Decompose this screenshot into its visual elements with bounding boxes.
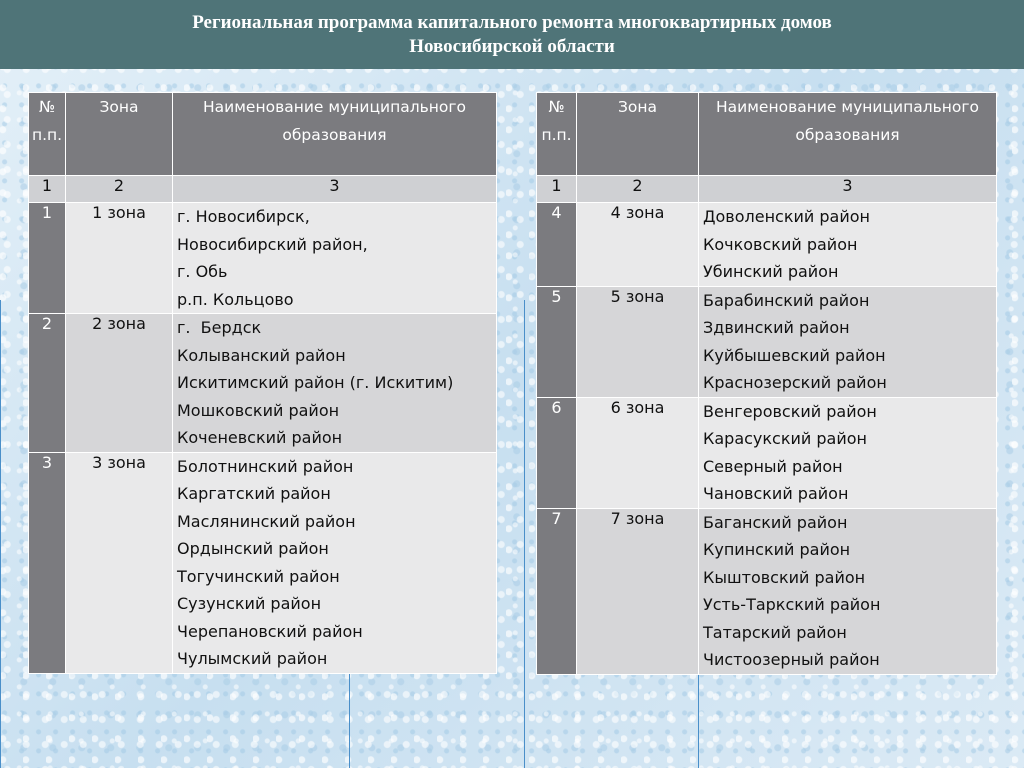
row-number: 1 <box>29 203 66 314</box>
row-number: 4 <box>537 203 577 287</box>
header-zone: Зона <box>66 93 173 176</box>
table-header-row <box>537 93 997 176</box>
zones-table-right <box>536 92 997 675</box>
header-name: Наименование муниципального образования <box>173 93 497 176</box>
municipality-name: г. Обь <box>177 262 228 281</box>
municipality-list <box>173 314 497 453</box>
row-number: 7 <box>537 508 577 674</box>
header-name: Наименование муниципального образования <box>699 93 997 176</box>
municipality-name: Венгеровский район <box>703 401 877 421</box>
municipality-list <box>173 452 497 673</box>
row-number: 2 <box>29 314 66 453</box>
municipality-name: Карасукский район <box>703 429 868 448</box>
decorative-line <box>698 670 699 768</box>
table-row <box>537 203 997 287</box>
municipality-name: Баганский район <box>703 512 848 532</box>
municipality-name: р.п. Кольцово <box>177 289 294 309</box>
municipality-name: Мошковский район <box>177 400 340 420</box>
municipality-name: Колыванский район <box>177 345 346 365</box>
header-zone: Зона <box>577 93 699 176</box>
zone-label: 1 зона <box>66 203 173 314</box>
zone-label: 3 зона <box>66 452 173 673</box>
table-row <box>537 286 997 397</box>
municipality-list <box>699 508 997 674</box>
row-number: 3 <box>29 452 66 673</box>
column-numbers-row <box>537 176 997 203</box>
municipality-name: Болотнинский район <box>177 456 354 476</box>
title-line-2: Новосибирской области <box>409 35 615 57</box>
decorative-line <box>524 300 525 768</box>
municipality-name: Куйбышевский район <box>703 345 886 365</box>
title-line-1: Региональная программа капитального ремонта многоквартирных домов <box>192 11 832 33</box>
municipality-name: Сузунский район <box>177 594 322 613</box>
column-number: 2 <box>577 176 699 203</box>
municipality-name: Ордынский район <box>177 539 329 558</box>
column-number: 3 <box>699 176 997 203</box>
zone-label: 6 зона <box>577 397 699 508</box>
column-number: 2 <box>66 176 173 203</box>
municipality-list <box>699 203 997 287</box>
row-number: 5 <box>537 286 577 397</box>
municipality-name: Татарский район <box>703 622 847 642</box>
table-row <box>537 397 997 508</box>
municipality-name: Краснозерский район <box>703 373 887 392</box>
zone-label: 5 зона <box>577 286 699 397</box>
column-number: 3 <box>173 176 497 203</box>
municipality-name: Коченевский район <box>177 428 343 447</box>
municipality-name: Купинский район <box>703 540 851 559</box>
municipality-name: Кочковский район <box>703 234 858 254</box>
column-number: 1 <box>537 176 577 203</box>
zone-label: 7 зона <box>577 508 699 674</box>
column-numbers-row <box>29 176 497 203</box>
municipality-list <box>699 286 997 397</box>
municipality-name: Кыштовский район <box>703 567 866 587</box>
header-num: № п.п. <box>537 93 577 176</box>
municipality-name: Чулымский район <box>177 649 328 668</box>
municipality-name: г. Новосибирск, <box>177 207 310 226</box>
municipality-name: Барабинский район <box>703 290 870 310</box>
municipality-name: г. Бердск <box>177 318 262 337</box>
slide-title <box>0 0 1024 69</box>
municipality-name: Чистоозерный район <box>703 650 880 669</box>
municipality-list <box>699 397 997 508</box>
zones-table-left <box>28 92 497 674</box>
municipality-name: Каргатский район <box>177 484 331 503</box>
municipality-name: Новосибирский район, <box>177 234 368 254</box>
table-row <box>29 452 497 673</box>
decorative-line <box>349 670 350 768</box>
row-number: 6 <box>537 397 577 508</box>
decorative-line <box>0 300 1 768</box>
column-number: 1 <box>29 176 66 203</box>
municipality-name: Черепановский район <box>177 621 363 641</box>
municipality-name: Северный район <box>703 456 843 476</box>
municipality-name: Маслянинский район <box>177 511 356 531</box>
municipality-name: Здвинский район <box>703 318 850 337</box>
header-num: № п.п. <box>29 93 66 176</box>
zone-label: 2 зона <box>66 314 173 453</box>
municipality-list <box>173 203 497 314</box>
municipality-name: Искитимский район (г. Искитим) <box>177 373 454 392</box>
municipality-name: Тогучинский район <box>177 566 340 586</box>
municipality-name: Доволенский район <box>703 207 870 226</box>
table-header-row <box>29 93 497 176</box>
municipality-name: Усть-Таркский район <box>703 595 881 614</box>
zone-label: 4 зона <box>577 203 699 287</box>
table-row <box>29 314 497 453</box>
municipality-name: Убинский район <box>703 262 839 281</box>
table-row <box>537 508 997 674</box>
municipality-name: Чановский район <box>703 484 849 503</box>
table-row <box>29 203 497 314</box>
